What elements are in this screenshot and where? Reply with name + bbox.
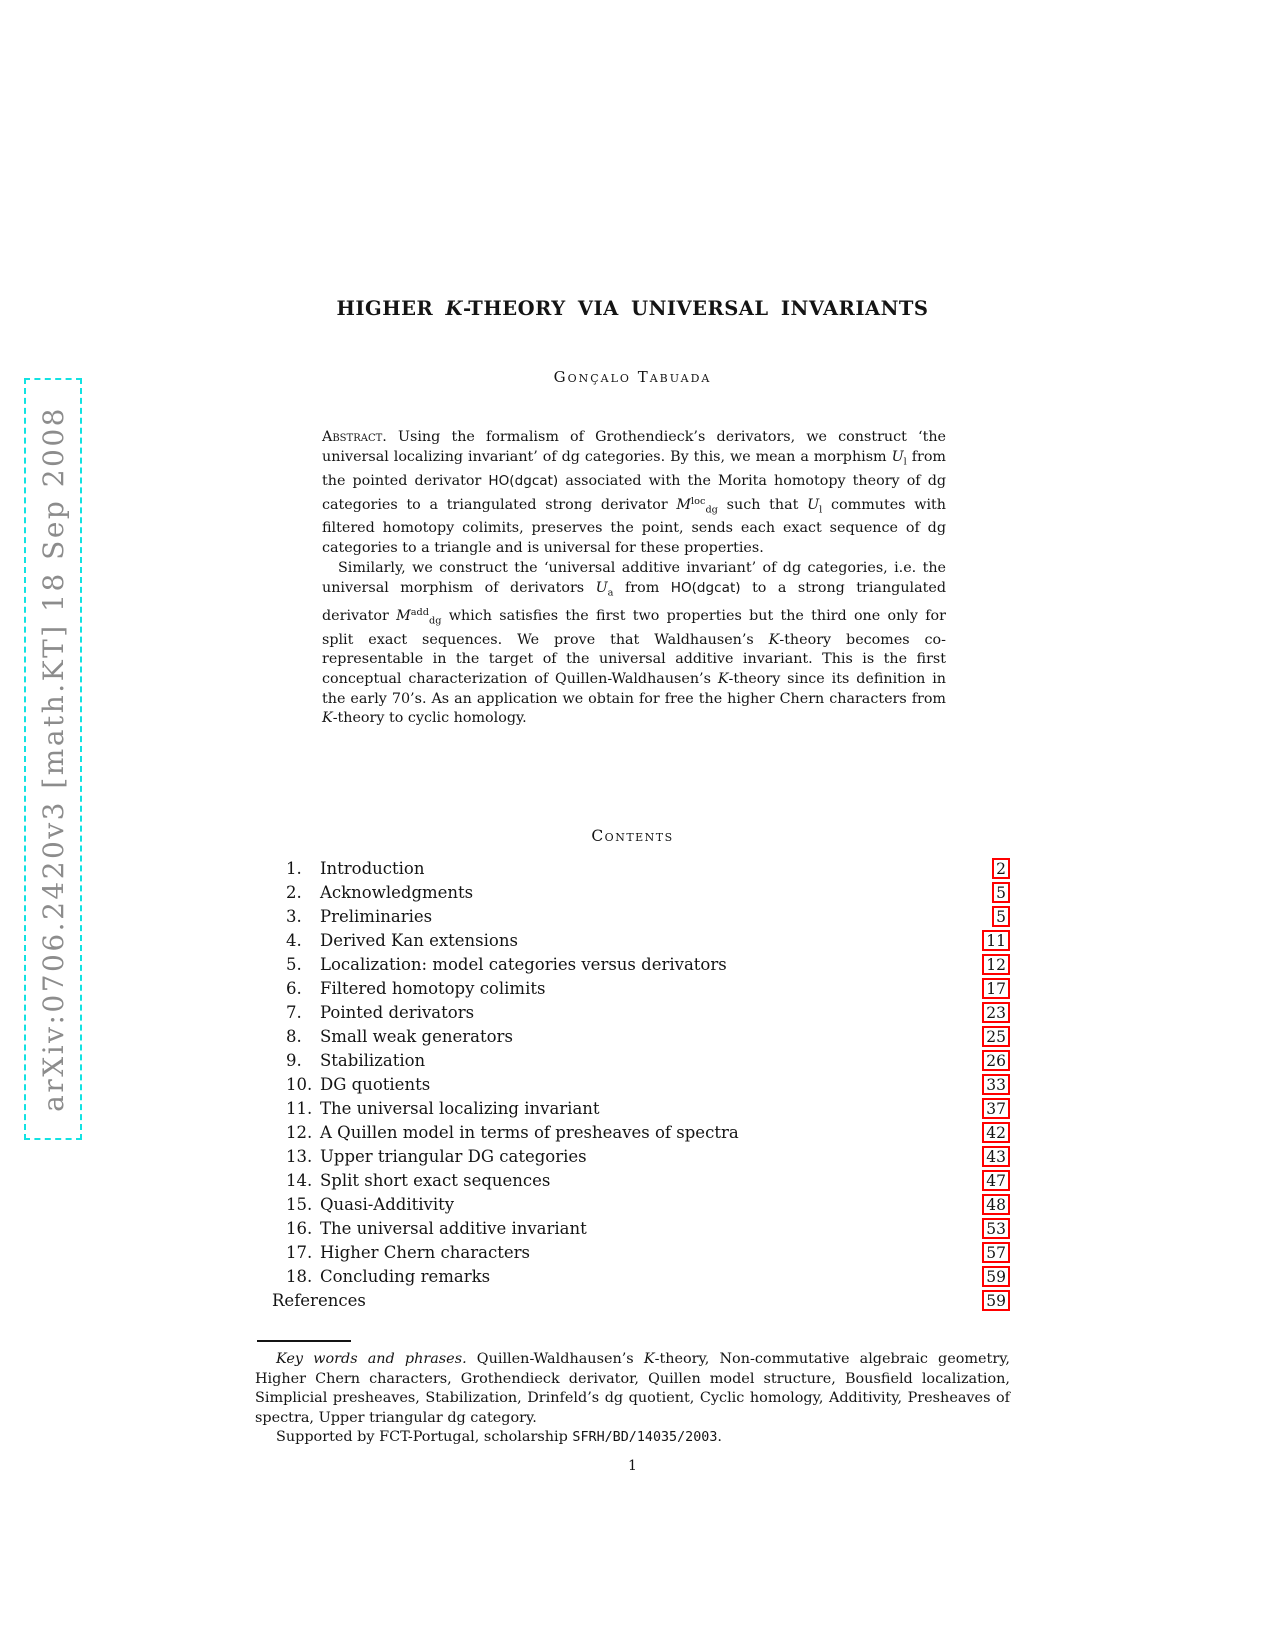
toc-section-label: Small weak generators xyxy=(320,1027,513,1046)
toc-section-label: Localization: model categories versus derivators xyxy=(320,955,727,974)
toc-section-number: 12. xyxy=(286,1123,313,1142)
toc-page-link[interactable]: 5 xyxy=(992,882,1010,903)
toc-page-link[interactable]: 26 xyxy=(982,1050,1010,1071)
toc-row xyxy=(272,1146,1010,1170)
toc-page-link[interactable]: 23 xyxy=(982,1002,1010,1023)
toc-row xyxy=(272,1194,1010,1218)
toc-section-number: 11. xyxy=(286,1099,313,1118)
toc-section-number: 13. xyxy=(286,1147,313,1166)
toc-section-number: 15. xyxy=(286,1195,313,1214)
toc-row xyxy=(272,1098,1010,1122)
toc-row xyxy=(272,1242,1010,1266)
toc-page-link[interactable]: 2 xyxy=(992,858,1010,879)
toc-row xyxy=(272,1026,1010,1050)
toc-page-link[interactable]: 59 xyxy=(982,1266,1010,1287)
toc-row xyxy=(272,1290,1010,1314)
support-acknowledgment: Supported by FCT-Portugal, scholarship SFRH/BD/14035/2003. xyxy=(276,1429,722,1446)
toc-row xyxy=(272,1002,1010,1026)
toc-page-link[interactable]: 59 xyxy=(982,1290,1010,1311)
toc-page-link[interactable]: 11 xyxy=(982,930,1010,951)
toc-row xyxy=(272,930,1010,954)
toc-section-label: Derived Kan extensions xyxy=(320,931,518,950)
toc-section-label: References xyxy=(272,1291,366,1310)
toc-section-number: 1. xyxy=(286,859,302,878)
toc-section-label: Upper triangular DG categories xyxy=(320,1147,587,1166)
keywords-paragraph: Key words and phrases. Quillen-Waldhausen’s K-theory, Non-commutative algebraic geometry, Higher Chern characters, Grothendieck derivator, Quillen model structure, Bousfield localization, Simplicial presheaves, Stabilization, Drinfeld’s dg quotient, Cyclic homology, Additivity, Presheaves of spectra, Upper triangular dg category. xyxy=(255,1351,1010,1426)
toc-page-link[interactable]: 42 xyxy=(982,1122,1010,1143)
toc-section-number: 3. xyxy=(286,907,302,926)
toc-section-number: 17. xyxy=(286,1243,313,1262)
toc-section-number: 4. xyxy=(286,931,302,950)
abstract-paragraph-1: Abstract. Using the formalism of Grothendieck’s derivators, we construct ‘the universal localizing invariant’ of dg categories. By this, we mean a morphism $U_l$ from the pointed derivator HO(dgcat) associated with the Morita homotopy theory of dg categories to a triangulated strong derivator $M^{loc}_{dg}$ such that $U_l$ commutes with filtered homotopy colimits, preserves the point, sends each exact sequence of dg categories to a triangle and is universal for these properties. xyxy=(322,429,946,557)
toc-row xyxy=(272,1170,1010,1194)
footnote-rule xyxy=(257,1340,351,1342)
toc-section-number: 9. xyxy=(286,1051,302,1070)
toc-section-label: Higher Chern characters xyxy=(320,1243,530,1262)
toc-page-link[interactable]: 43 xyxy=(982,1146,1010,1167)
footnote-block xyxy=(255,1340,1010,1448)
toc-section-number: 5. xyxy=(286,955,302,974)
toc-section-label: Stabilization xyxy=(320,1051,426,1070)
toc-page-link[interactable]: 47 xyxy=(982,1170,1010,1191)
toc-page-link[interactable]: 25 xyxy=(982,1026,1010,1047)
toc-section-number: 16. xyxy=(286,1219,313,1238)
toc-row xyxy=(272,906,1010,930)
toc-section-label: Introduction xyxy=(320,859,425,878)
toc-page-link[interactable]: 48 xyxy=(982,1194,1010,1215)
author-name: Gonçalo Tabuada xyxy=(553,368,712,386)
abstract-paragraph-2: Similarly, we construct the ‘universal additive invariant’ of dg categories, i.e. the universal morphism of derivators $U_a$ from HO(dgcat) to a strong triangulated derivator $M^{add}_{dg}$ which satisfies the first two properties but the third one only for split exact sequences. We prove that Waldhausen’s K-theory becomes co-representable in the target of the universal additive invariant. This is the first conceptual characterization of Quillen-Waldhausen’s K-theory since its definition in the early 70’s. As an application we obtain for free the higher Chern characters from K-theory to cyclic homology. xyxy=(322,559,946,727)
toc-page-link[interactable]: 57 xyxy=(982,1242,1010,1263)
toc-section-number: 18. xyxy=(286,1267,313,1286)
toc-section-number: 10. xyxy=(286,1075,313,1094)
toc-page-link[interactable]: 17 xyxy=(982,978,1010,999)
toc-section-label: Concluding remarks xyxy=(320,1267,491,1286)
toc-page-link[interactable]: 12 xyxy=(982,954,1010,975)
arxiv-stamp xyxy=(24,378,82,1140)
arxiv-identifier: arXiv:0706.2420v3 [math.KT] 18 Sep 2008 xyxy=(36,406,70,1112)
toc-section-label: Pointed derivators xyxy=(320,1003,475,1022)
toc-section-number: 2. xyxy=(286,883,302,902)
toc-row xyxy=(272,858,1010,882)
toc-section-label: Preliminaries xyxy=(320,907,433,926)
toc-section-label: Split short exact sequences xyxy=(320,1171,551,1190)
toc-page-link[interactable]: 5 xyxy=(992,906,1010,927)
toc-section-number: 14. xyxy=(286,1171,313,1190)
abstract xyxy=(322,428,946,729)
toc-page-link[interactable]: 33 xyxy=(982,1074,1010,1095)
toc-section-label: Filtered homotopy colimits xyxy=(320,979,546,998)
toc-row xyxy=(272,978,1010,1002)
toc-row xyxy=(272,1050,1010,1074)
contents-heading: Contents xyxy=(591,827,674,845)
toc-row xyxy=(272,1122,1010,1146)
toc-section-label: A Quillen model in terms of presheaves of spectra xyxy=(320,1123,739,1142)
toc-section-label: The universal localizing invariant xyxy=(320,1099,600,1118)
toc-page-link[interactable]: 37 xyxy=(982,1098,1010,1119)
page-title: HIGHER K-THEORY VIA UNIVERSAL INVARIANTS xyxy=(336,297,929,320)
toc-row xyxy=(272,954,1010,978)
toc-row xyxy=(272,1218,1010,1242)
toc-row xyxy=(272,1074,1010,1098)
toc-section-number: 7. xyxy=(286,1003,302,1022)
toc-page-link[interactable]: 53 xyxy=(982,1218,1010,1239)
toc-section-label: Quasi-Additivity xyxy=(320,1195,455,1214)
toc-section-number: 8. xyxy=(286,1027,302,1046)
toc-section-label: DG quotients xyxy=(320,1075,431,1094)
toc-row xyxy=(272,1266,1010,1290)
table-of-contents xyxy=(272,858,1010,1314)
toc-row xyxy=(272,882,1010,906)
toc-section-label: Acknowledgments xyxy=(320,883,474,902)
page-number: 1 xyxy=(628,1458,637,1474)
toc-section-label: The universal additive invariant xyxy=(320,1219,587,1238)
toc-section-number: 6. xyxy=(286,979,302,998)
